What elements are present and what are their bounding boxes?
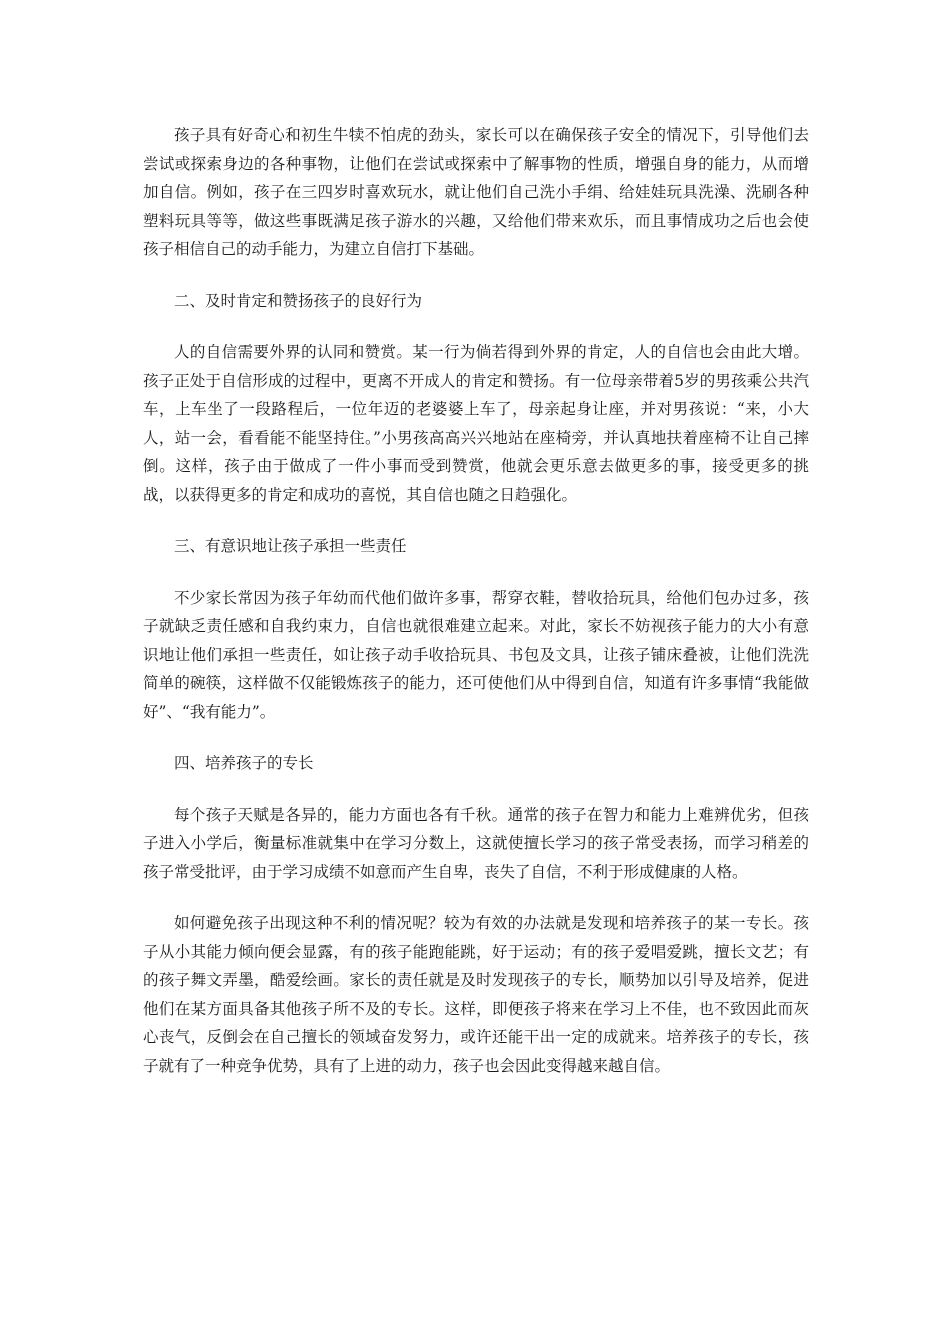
document-body xyxy=(143,121,809,1080)
section-heading-2: 二、及时肯定和赞扬孩子的良好行为 xyxy=(174,291,423,310)
paragraph-talents: 每个孩子天赋是各异的，能力方面也各有千秋。通常的孩子在智力和能力上难辨优劣，但孩子进入小学后，衡量标准就集中在学习分数上，这就使擅长学习的孩子常受表扬，而学习稍差的孩子常受批评，由于学习成绩不如意而产生自卑，丧失了自信，不利于形成健康的人格。 xyxy=(143,805,809,881)
paragraph-confidence-exploration: 孩子具有好奇心和初生牛犊不怕虎的劲头，家长可以在确保孩子安全的情况下，引导他们去尝试或探索身边的各种事物，让他们在尝试或探索中了解事物的性质，增强自身的能力，从而增加自信。例如，孩子在三四岁时喜欢玩水，就让他们自己洗小手绢、给娃娃玩具洗澡、洗刷各种塑料玩具等等，做这些事既满足孩子游水的兴趣，又给他们带来欢乐，而且事情成功之后也会使孩子相信自己的动手能力，为建立自信打下基础。 xyxy=(143,126,809,258)
paragraph-gap xyxy=(143,509,809,532)
paragraph-gap xyxy=(143,264,809,287)
section-heading-4: 四、培养孩子的专长 xyxy=(174,754,314,772)
paragraph-specialty: 如何避免孩子出现这种不利的情况呢？较为有效的办法就是发现和培养孩子的某一专长。孩子从小其能力倾向便会显露，有的孩子能跑能跳，好于运动；有的孩子爱唱爱跳，擅长文艺；有的孩子舞文弄墨，酷爱绘画。家长的责任就是及时发现孩子的专长，顺势加以引导及培养，促进他们在某方面具备其他孩子所不及的专长。这样，即便孩子将来在学习上不佳，也不致因此而灰心丧气，反倒会在自己擅长的领域奋发努力，或许还能干出一定的成就来。培养孩子的专长，孩子就有了一种竞争优势，具有了上进的动力，孩子也会因此变得越来越自信。 xyxy=(143,914,809,1075)
paragraph-gap xyxy=(143,561,809,584)
paragraph-gap xyxy=(143,886,809,909)
section-heading-3: 三、有意识地让孩子承担一些责任 xyxy=(174,537,407,555)
paragraph-gap xyxy=(143,778,809,801)
paragraph-gap xyxy=(143,726,809,749)
paragraph-responsibility: 不少家长常因为孩子年幼而代他们做许多事，帮穿衣鞋，替收拾玩具，给他们包办过多，孩子就缺乏责任感和自我约束力，自信也就很难建立起来。对此，家长不妨视孩子能力的大小有意识地让他们承担一些责任，如让孩子动手收拾玩具、书包及文具，让孩子铺床叠被，让他们洗洗简单的碗筷，这样做不仅能锻炼孩子的能力，还可使他们从中得到自信，知道有许多事情“我能做好”、“我有能力”。 xyxy=(143,588,809,721)
paragraph-praise: 人的自信需要外界的认同和赞赏。某一行为倘若得到外界的肯定，人的自信也会由此大增。孩子正处于自信形成的过程中，更离不开成人的肯定和赞扬。有一位母亲带着5岁的男孩乘公共汽车，上车坐了一段路程后，一位年迈的老婆婆上车了，母亲起身让座，并对男孩说：“来，小大人，站一会，看看能不能坚持住。”小男孩高高兴兴地站在座椅旁，并认真地扶着座椅不让自己摔倒。这样，孩子由于做成了一件小事而受到赞赏，他就会更乐意去做更多的事，接受更多的挑战，以获得更多的肯定和成功的喜悦，其自信也随之日趋强化。 xyxy=(143,343,809,504)
paragraph-gap xyxy=(143,315,809,338)
